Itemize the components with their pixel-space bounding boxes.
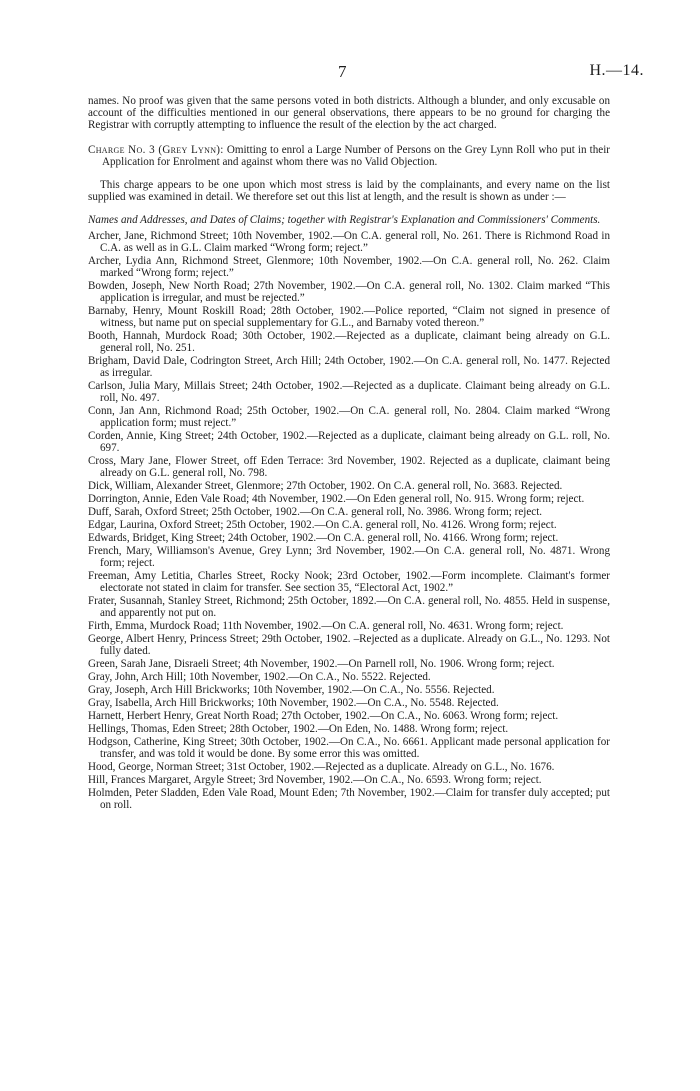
charge-heading	[88, 144, 610, 168]
charge-label: Charge No. 3 (Grey Lynn):	[88, 144, 224, 156]
list-entry: Conn, Jan Ann, Richmond Road; 25th October, 1902.—On C.A. general roll, No. 2804. Claim marked “Wrong application form; must reject.”	[88, 405, 610, 430]
list-entry: Duff, Sarah, Oxford Street; 25th October, 1902.—On C.A. general roll, No. 3986. Wrong form; reject.	[88, 506, 543, 519]
list-entry: Hodgson, Catherine, King Street; 30th October, 1902.—On C.A., No. 6661. Applicant made personal application for transfer, and was told it would be done. By some error this was omitted.	[88, 736, 610, 761]
list-entry: Gray, Isabella, Arch Hill Brickworks; 10th November, 1902.—On C.A., No. 5548. Rejected.	[88, 697, 499, 710]
list-entry: Dorrington, Annie, Eden Vale Road; 4th November, 1902.—On Eden general roll, No. 915. Wrong form; reject.	[88, 493, 585, 506]
list-entry: Hellings, Thomas, Eden Street; 28th October, 1902.—On Eden, No. 1488. Wrong form; reject.	[88, 723, 509, 736]
list-entry: Cross, Mary Jane, Flower Street, off Eden Terrace: 3rd November, 1902. Rejected as a duplicate, claimant being already on G.L. general roll, No. 798.	[88, 455, 610, 480]
list-entry: Gray, John, Arch Hill; 10th November, 1902.—On C.A., No. 5522. Rejected.	[88, 671, 431, 684]
list-entry: Bowden, Joseph, New North Road; 27th November, 1902.—On C.A. general roll, No. 1302. Claim marked “This application is irregular, and must be rejected.”	[88, 280, 610, 305]
list-entry: Archer, Jane, Richmond Street; 10th November, 1902.—On C.A. general roll, No. 261. There is Richmond Road in C.A. as well as in G.L. Claim marked “Wrong form; reject.”	[88, 230, 610, 255]
list-caption: Names and Addresses, and Dates of Claims; together with Registrar's Explanation and Commissioners' Comments.	[88, 214, 601, 227]
list-entry: Harnett, Herbert Henry, Great North Road; 27th October, 1902.—On C.A., No. 6063. Wrong form; reject.	[88, 710, 559, 723]
list-entry: Hood, George, Norman Street; 31st October, 1902.—Rejected as a duplicate. Already on G.L., No. 1676.	[88, 761, 555, 774]
list-entry: Hill, Frances Margaret, Argyle Street; 3rd November, 1902.—On C.A., No. 6593. Wrong form; reject.	[88, 774, 542, 787]
list-entry: Freeman, Amy Letitia, Charles Street, Rocky Nook; 23rd October, 1902.—Form incomplete. Claimant's former electorate not stated in claim for transfer. See section 35, “Electoral Act, 1902.”	[88, 570, 610, 595]
list-entry: Frater, Susannah, Stanley Street, Richmond; 25th October, 1892.—On C.A. general roll, No. 4855. Held in suspense, and apparently not put on.	[88, 595, 610, 620]
claims-list	[88, 230, 610, 811]
list-entry: Barnaby, Henry, Mount Roskill Road; 28th October, 1902.—Police reported, “Claim not signed in presence of witness, but name put on special supplementary for G.L., and Barnaby voted thereon.”	[88, 305, 610, 330]
intro-paragraph: This charge appears to be one upon which most stress is laid by the complainants, and every name on the list supplied was examined in detail. We therefore set out this list at length, and the result is shown as under :—	[88, 179, 610, 204]
document-body	[88, 95, 610, 812]
list-entry: Green, Sarah Jane, Disraeli Street; 4th November, 1902.—On Parnell roll, No. 1906. Wrong form; reject.	[88, 658, 555, 671]
list-entry: Dick, William, Alexander Street, Glenmore; 27th October, 1902. On C.A. general roll, No. 3683. Rejected.	[88, 480, 563, 493]
list-entry: Archer, Lydia Ann, Richmond Street, Glenmore; 10th November, 1902.—On C.A. general roll, No. 262. Claim marked “Wrong form; reject.”	[88, 255, 610, 280]
list-entry: Brigham, David Dale, Codrington Street, Arch Hill; 24th October, 1902.—On C.A. general roll, No. 1477. Rejected as irregular.	[88, 355, 610, 380]
list-entry: Holmden, Peter Sladden, Eden Vale Road, Mount Eden; 7th November, 1902.—Claim for transfer duly accepted; put on roll.	[88, 787, 610, 812]
charge-text: Omitting to enrol a Large Number of Persons on the Grey Lynn Roll who put in their Application for Enrolment and against whom there was no Valid Objection.	[102, 144, 611, 168]
list-entry: George, Albert Henry, Princess Street; 29th October, 1902. –Rejected as a duplicate. Already on G.L., No. 1293. Not fully dated.	[88, 633, 610, 658]
page-number: 7	[338, 62, 347, 81]
list-entry: Gray, Joseph, Arch Hill Brickworks; 10th November, 1902.—On C.A., No. 5556. Rejected.	[88, 684, 495, 697]
list-entry: Carlson, Julia Mary, Millais Street; 24th October, 1902.—Rejected as a duplicate. Claimant being already on G.L. roll, No. 497.	[88, 380, 610, 405]
list-entry: Edwards, Bridget, King Street; 24th October, 1902.—On C.A. general roll, No. 4166. Wrong form; reject.	[88, 532, 559, 545]
list-entry: Firth, Emma, Murdock Road; 11th November, 1902.—On C.A. general roll, No. 4631. Wrong form; reject.	[88, 620, 564, 633]
opening-paragraph: names. No proof was given that the same persons voted in both districts. Although a blunder, and only excusable on account of the difficulties mentioned in our general observations, there appears to be no ground for charging the Registrar with corruptly attempting to influence the result of the election by the act charged.	[88, 95, 610, 131]
list-entry: French, Mary, Williamson's Avenue, Grey Lynn; 3rd November, 1902.—On C.A. general roll, No. 4871. Wrong form; reject.	[88, 545, 610, 570]
list-entry: Edgar, Laurina, Oxford Street; 25th October, 1902.—On C.A. general roll, No. 4126. Wrong form; reject.	[88, 519, 557, 532]
document-reference: H.—14.	[589, 62, 644, 79]
page-header	[0, 62, 700, 82]
list-entry: Booth, Hannah, Murdock Road; 30th October, 1902.—Rejected as a duplicate, claimant being already on G.L. general roll, No. 251.	[88, 330, 610, 355]
list-entry: Corden, Annie, King Street; 24th October, 1902.—Rejected as a duplicate, claimant being already on G.L. roll, No. 697.	[88, 430, 610, 455]
